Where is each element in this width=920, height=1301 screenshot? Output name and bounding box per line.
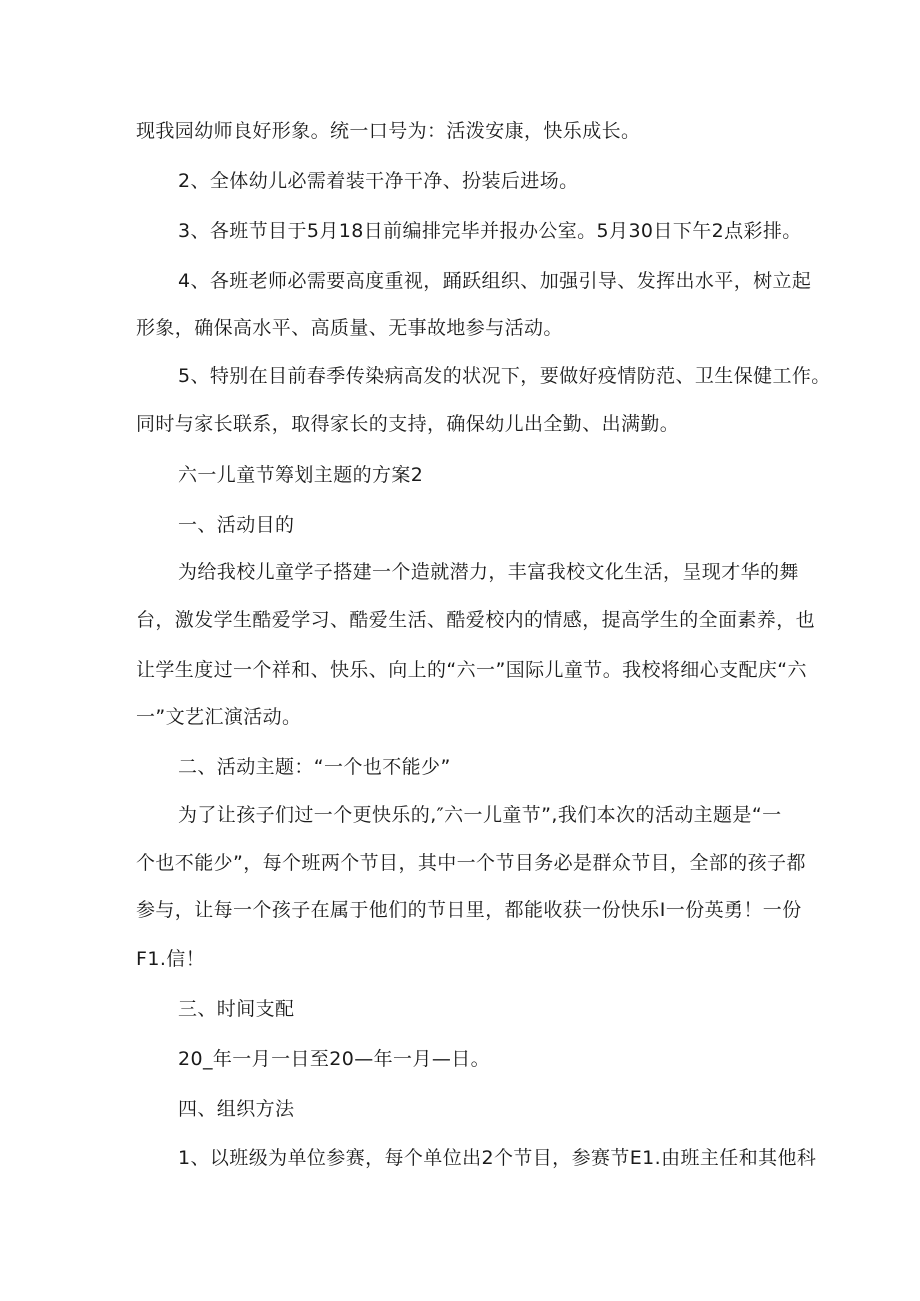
text-line: 参与，让每一个孩子在属于他们的节日里，都能收获一份快乐I一份英勇！一份 xyxy=(136,899,802,921)
text-line: 让学生度过一个祥和、快乐、向上的“六一”国际儿童节。我校将细心支配庆“六 xyxy=(136,659,807,681)
text-line: F1.信！ xyxy=(136,948,206,970)
text-line: 现我园幼师良好形象。统一口号为：活泼安康，快乐成长。 xyxy=(136,120,641,142)
section-title: 六一儿童节筹划主题的方案2 xyxy=(178,464,424,486)
text-line: 3、各班节目于5月18日前编排完毕并报办公室。5月30日下午2点彩排。 xyxy=(178,220,802,242)
text-line: 为给我校儿童学子搭建一个造就潜力，丰富我校文化生活，呈现才华的舞 xyxy=(178,561,799,583)
text-line: 2、全体幼儿必需着装干净干净、扮装后进场。 xyxy=(178,170,579,192)
text-line: 20_年一月一日至20—年一月—日。 xyxy=(178,1048,491,1070)
text-line: 5、特别在目前春季传染病高发的状况下，要做好疫情防范、卫生保健工作。 xyxy=(178,365,831,387)
text-line: 一”文艺汇演活动。 xyxy=(136,706,302,728)
text-line: 台，激发学生酷爱学习、酷爱生活、酷爱校内的情感，提高学生的全面素养，也 xyxy=(136,609,816,631)
text-line: 个也不能少”，每个班两个节目，其中一个节目务必是群众节目，全部的孩子都 xyxy=(136,852,806,874)
text-line: 同时与家长联系，取得家长的支持，确保幼儿出全勤、出满勤。 xyxy=(136,413,680,435)
section-heading: 四、组织方法 xyxy=(178,1098,295,1120)
text-line: 形象，确保高水平、高质量、无事故地参与活动。 xyxy=(136,317,563,339)
text-line: 为了让孩子们过一个更快乐的,″六一儿童节”,我们本次的活动主题是“一 xyxy=(178,804,782,826)
section-heading: 二、活动主题：“一个也不能少” xyxy=(178,756,451,778)
section-heading: 一、活动目的 xyxy=(178,514,295,536)
section-heading: 三、时间支配 xyxy=(178,998,295,1020)
text-line: 1、以班级为单位参赛，每个单位出2个节目，参赛节E1.由班主任和其他科 xyxy=(178,1147,817,1169)
text-line: 4、各班老师必需要高度重视，踊跃组织、加强引导、发挥出水平，树立起 xyxy=(178,270,812,292)
